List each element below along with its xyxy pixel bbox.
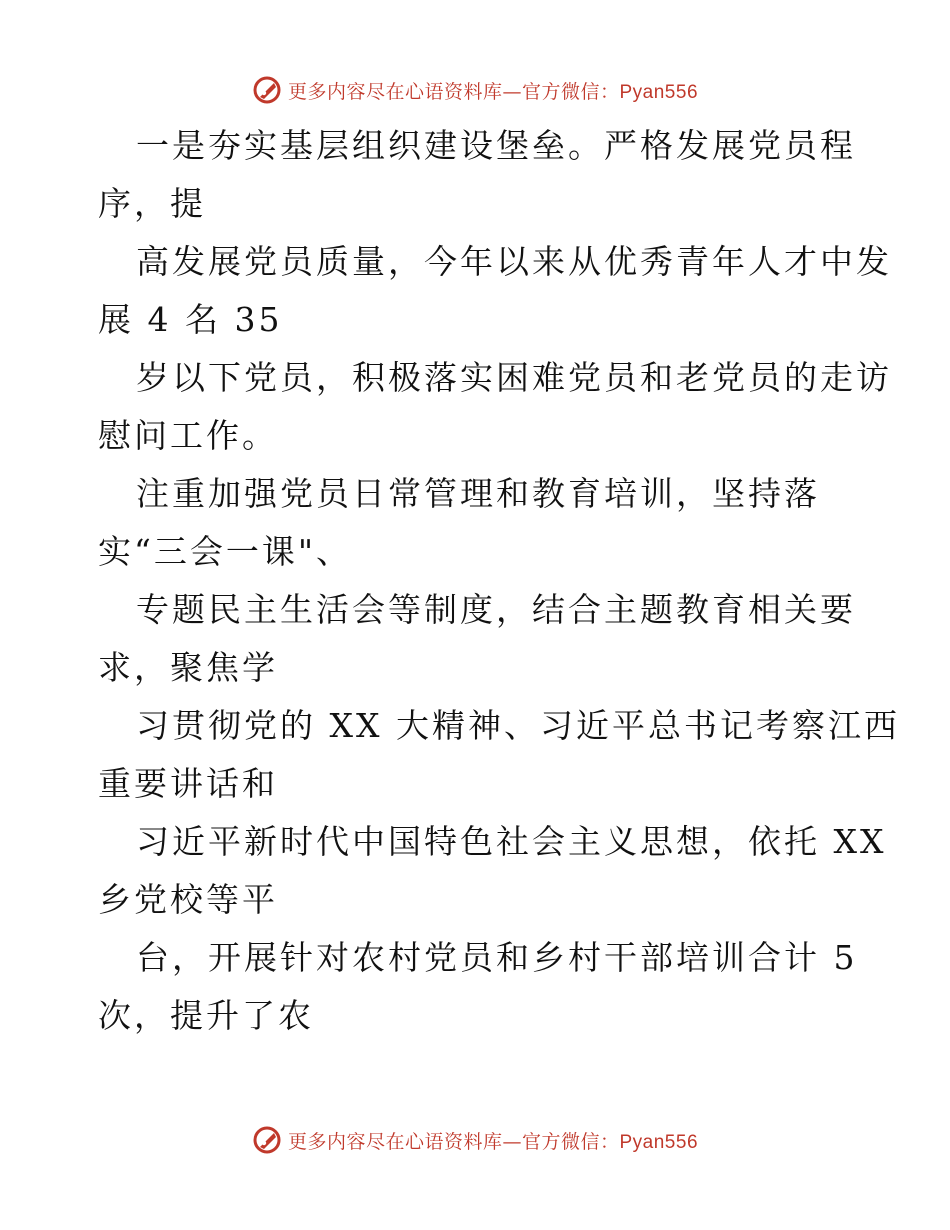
paragraph-line: 习近平新时代中国特色社会主义思想，依托 XX	[136, 822, 887, 861]
banner-label: 更多内容尽在心语资料库—官方微信：	[287, 1130, 620, 1153]
banner-wechat-id: Pyan556	[619, 1131, 699, 1153]
paragraph-line: 次，提升了农	[98, 996, 314, 1035]
paragraph-line: 乡党校等平	[98, 880, 278, 919]
paragraph-line: 台，开展针对农村党员和乡村干部培训合计 5	[136, 938, 858, 977]
paragraph-line: 展 4 名 35	[98, 300, 283, 339]
paragraph-line: 注重加强党员日常管理和教育培训，坚持落	[136, 474, 820, 513]
banner-wechat-id: Pyan556	[619, 81, 699, 103]
footer-watermark	[0, 1120, 950, 1160]
paragraph-line: 重要讲话和	[98, 764, 278, 803]
paragraph-line: 慰问工作。	[98, 416, 278, 455]
paragraph-line: 高发展党员质量，今年以来从优秀青年人才中发	[136, 242, 892, 281]
paragraph-line: 序，提	[98, 184, 206, 223]
header-watermark	[0, 70, 950, 110]
paragraph-line: 求，聚焦学	[98, 648, 278, 687]
paragraph-line: 实“三会一课"、	[98, 532, 353, 571]
paragraph-line: 专题民主生活会等制度，结合主题教育相关要	[136, 590, 856, 629]
quill-logo-icon	[252, 1125, 282, 1155]
paragraph-line: 岁以下党员，积极落实困难党员和老党员的走访	[136, 358, 892, 397]
quill-logo-icon	[252, 75, 282, 105]
paragraph-line: 习贯彻党的 XX 大精神、习近平总书记考察江西	[136, 706, 900, 745]
banner-label: 更多内容尽在心语资料库—官方微信：	[287, 80, 620, 103]
paragraph-line: 一是夯实基层组织建设堡垒。严格发展党员程	[136, 126, 856, 165]
